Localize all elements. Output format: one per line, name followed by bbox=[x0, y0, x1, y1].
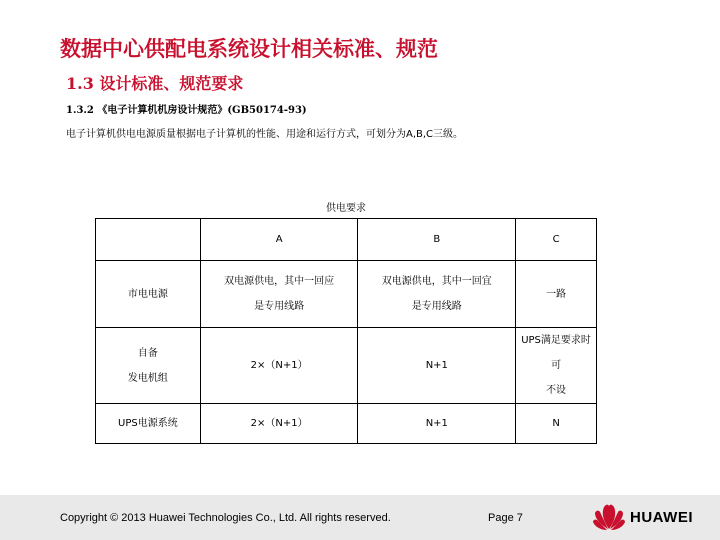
cell-generator-a: 2×（N+1） bbox=[200, 328, 358, 404]
cell-generator-c-line1: UPS满足要求时可 bbox=[521, 335, 591, 371]
cell-generator-b: N+1 bbox=[358, 328, 516, 404]
header-cell-empty bbox=[96, 219, 201, 261]
cell-mains-c: 一路 bbox=[516, 261, 597, 328]
header-cell-a: A bbox=[200, 219, 358, 261]
table-caption: 供电要求 bbox=[326, 203, 366, 214]
cell-ups-c: N bbox=[516, 404, 597, 444]
footer-bar bbox=[0, 495, 720, 540]
power-requirements-table bbox=[95, 218, 597, 444]
cell-mains-a-line1: 双电源供电，其中一回应 bbox=[224, 276, 335, 287]
cell-mains-b bbox=[358, 261, 516, 328]
table-row-mains-power bbox=[96, 261, 597, 328]
cell-ups-a: 2×（N+1） bbox=[200, 404, 358, 444]
header-cell-b: B bbox=[358, 219, 516, 261]
row-label-generator-line2: 发电机组 bbox=[127, 372, 168, 384]
huawei-petal-logo-icon bbox=[592, 502, 626, 532]
row-label-mains-power: 市电电源 bbox=[96, 261, 201, 328]
brand-wordmark: HUAWEI bbox=[630, 509, 693, 526]
subsection-title: 1.3.2 《电子计算机机房设计规范》(GB50174-93) bbox=[66, 105, 307, 116]
row-label-ups: UPS电源系统 bbox=[96, 404, 201, 444]
cell-mains-b-line1: 双电源供电，其中一回宜 bbox=[381, 276, 492, 287]
table-header-row bbox=[96, 219, 597, 261]
page-number: Page 7 bbox=[488, 512, 523, 524]
copyright-text: Copyright © 2013 Huawei Technologies Co., Ltd. All rights reserved. bbox=[60, 512, 391, 524]
table-row-ups bbox=[96, 404, 597, 444]
cell-mains-a-line2: 是专用线路 bbox=[254, 301, 305, 312]
row-label-generator bbox=[96, 328, 201, 404]
huawei-brand bbox=[592, 501, 712, 533]
header-cell-c: C bbox=[516, 219, 597, 261]
cell-generator-c-line2: 不设 bbox=[546, 385, 567, 396]
cell-generator-c bbox=[516, 328, 597, 404]
table-row-generator bbox=[96, 328, 597, 404]
row-label-generator-line1: 自备 bbox=[137, 347, 158, 359]
slide-title: 数据中心供配电系统设计相关标准、规范 bbox=[60, 36, 438, 61]
cell-mains-a bbox=[200, 261, 358, 328]
cell-mains-b-line2: 是专用线路 bbox=[411, 301, 462, 312]
cell-ups-b: N+1 bbox=[358, 404, 516, 444]
section-title: 1.3 设计标准、规范要求 bbox=[66, 74, 244, 93]
description-text: 电子计算机供电电源质量根据电子计算机的性能、用途和运行方式，可划分为A,B,C三级。 bbox=[66, 129, 464, 140]
